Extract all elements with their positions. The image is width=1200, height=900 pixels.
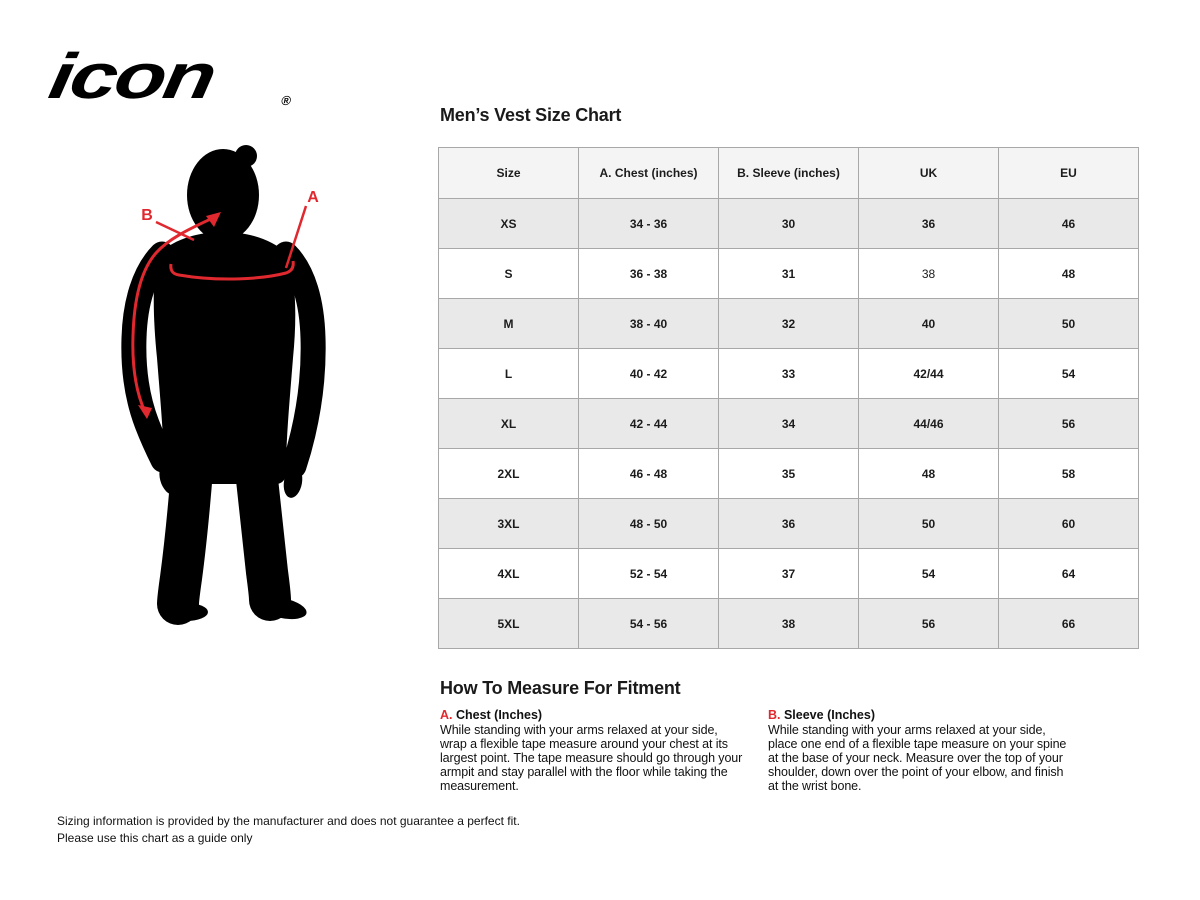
column-header: B. Sleeve (inches)	[719, 148, 859, 199]
left-foot	[164, 603, 208, 621]
left-leg	[178, 470, 192, 604]
table-cell: 40 - 42	[579, 349, 719, 399]
registered-trademark-symbol: ®	[280, 93, 293, 108]
icon-logo	[44, 40, 293, 112]
column-header: EU	[999, 148, 1139, 199]
table-cell: 60	[999, 499, 1139, 549]
size-table-container	[438, 147, 1139, 649]
table-cell: 42/44	[859, 349, 999, 399]
sizing-figure	[100, 140, 400, 660]
table-cell: XL	[439, 399, 579, 449]
table-cell: 30	[719, 199, 859, 249]
measure-item-sleeve	[768, 708, 1074, 793]
table-cell: 46	[999, 199, 1139, 249]
table-row	[439, 199, 1139, 249]
table-cell: 64	[999, 549, 1139, 599]
table-row	[439, 349, 1139, 399]
table-cell: 35	[719, 449, 859, 499]
measure-sleeve-body: While standing with your arms relaxed at your side, place one end of a flexible tape measure on your spine at the base of your neck. Measure over the top of your shoulder, down over the point of your elbow, and finish at the wrist bone.	[768, 723, 1067, 793]
table-cell: 32	[719, 299, 859, 349]
figure-silhouette	[134, 145, 313, 623]
table-cell: 3XL	[439, 499, 579, 549]
column-header: A. Chest (inches)	[579, 148, 719, 199]
table-cell: 44/46	[859, 399, 999, 449]
icon-logo-wordmark: icon	[44, 40, 220, 112]
table-cell: M	[439, 299, 579, 349]
measure-chest-body: While standing with your arms relaxed at your side, wrap a flexible tape measure around your chest at its largest point. The tape measure should go through your armpit and stay parallel with the floor while taking the measurement.	[440, 723, 743, 793]
disclaimer-line-2: Please use this chart as a guide only	[57, 831, 253, 845]
table-cell: 38 - 40	[579, 299, 719, 349]
figure-label-b: B	[141, 207, 153, 224]
right-leg	[256, 470, 270, 600]
table-cell: XS	[439, 199, 579, 249]
measure-sleeve-letter: B.	[768, 708, 781, 722]
table-cell: 52 - 54	[579, 549, 719, 599]
table-cell: 56	[859, 599, 999, 649]
table-cell: 38	[859, 249, 999, 299]
size-table-body	[439, 199, 1139, 649]
measure-sleeve-label: Sleeve (Inches)	[780, 708, 875, 722]
header-row	[439, 148, 1139, 199]
table-row	[439, 249, 1139, 299]
page-title: Men’s Vest Size Chart	[440, 105, 622, 125]
table-cell: 66	[999, 599, 1139, 649]
table-cell: 38	[719, 599, 859, 649]
table-cell: 31	[719, 249, 859, 299]
table-cell: 34 - 36	[579, 199, 719, 249]
table-cell: 42 - 44	[579, 399, 719, 449]
table-cell: 48	[859, 449, 999, 499]
table-cell: 36	[859, 199, 999, 249]
table-row	[439, 399, 1139, 449]
figure-label-a: A	[307, 189, 319, 206]
table-row	[439, 549, 1139, 599]
table-cell: 58	[999, 449, 1139, 499]
measure-item-chest	[440, 708, 746, 793]
table-cell: 48 - 50	[579, 499, 719, 549]
table-cell: 54	[999, 349, 1139, 399]
table-cell: 2XL	[439, 449, 579, 499]
column-header: Size	[439, 148, 579, 199]
table-row	[439, 599, 1139, 649]
table-cell: 46 - 48	[579, 449, 719, 499]
size-table-header	[439, 148, 1139, 199]
male-silhouette-graphic	[100, 140, 400, 660]
table-cell: 54	[859, 549, 999, 599]
table-cell: 33	[719, 349, 859, 399]
table-cell: 5XL	[439, 599, 579, 649]
table-row	[439, 449, 1139, 499]
table-cell: 56	[999, 399, 1139, 449]
hair-tuft	[235, 145, 257, 167]
measure-section-heading: How To Measure For Fitment	[440, 678, 681, 698]
disclaimer-line-1: Sizing information is provided by the manufacturer and does not guarantee a perfect fit.	[57, 814, 520, 828]
table-cell: 50	[999, 299, 1139, 349]
table-row	[439, 299, 1139, 349]
measure-sleeve-subheading	[768, 708, 1074, 722]
table-cell: S	[439, 249, 579, 299]
table-cell: 4XL	[439, 549, 579, 599]
measure-chest-letter: A.	[440, 708, 453, 722]
table-cell: 50	[859, 499, 999, 549]
table-cell: 54 - 56	[579, 599, 719, 649]
measure-chest-subheading	[440, 708, 746, 722]
table-row	[439, 499, 1139, 549]
table-cell: 36 - 38	[579, 249, 719, 299]
size-table	[438, 147, 1139, 649]
table-cell: 40	[859, 299, 999, 349]
column-header: UK	[859, 148, 999, 199]
disclaimer	[57, 813, 520, 847]
table-cell: 37	[719, 549, 859, 599]
table-cell: 34	[719, 399, 859, 449]
table-cell: 36	[719, 499, 859, 549]
table-cell: 48	[999, 249, 1139, 299]
table-cell: L	[439, 349, 579, 399]
measure-chest-label: Chest (Inches)	[452, 708, 543, 722]
